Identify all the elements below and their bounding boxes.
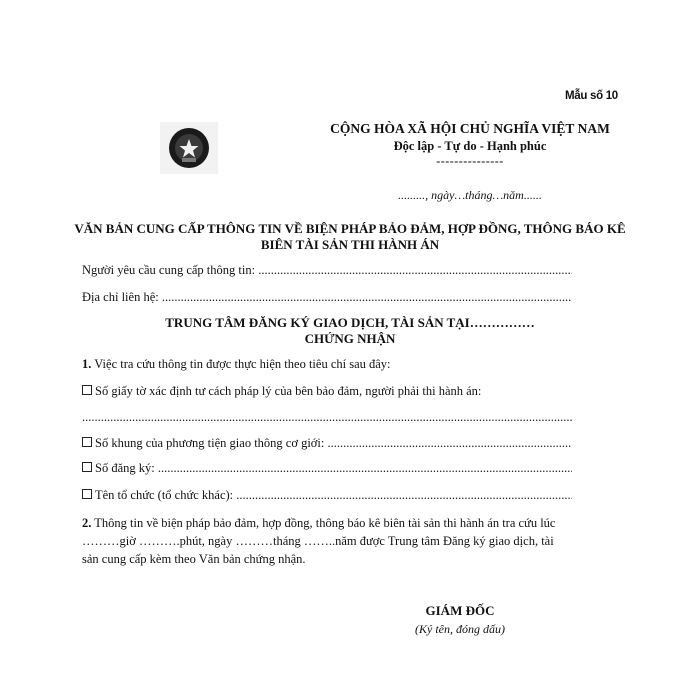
- fill-dots: [155, 461, 572, 475]
- signature-title: GIÁM ĐỐC: [425, 603, 495, 618]
- checkbox-icon: [82, 489, 92, 499]
- criteria-item: [82, 384, 572, 399]
- address-label: Địa chỉ liên hệ:: [82, 290, 159, 304]
- signature-note: (Ký tên, đóng dấu): [415, 622, 505, 636]
- separator: ---------------: [436, 154, 504, 168]
- fill-dots: [255, 263, 572, 277]
- checkbox-icon: [82, 385, 92, 395]
- section2-paragraph: [82, 514, 572, 568]
- form-number: Mẫu số 10: [565, 90, 618, 102]
- section1-text: Việc tra cứu thông tin được thực hiện theo tiêu chí sau đây:: [94, 357, 391, 371]
- date-line: ........., ngày…tháng…năm......: [398, 188, 542, 202]
- nation-name: CỘNG HÒA XÃ HỘI CHỦ NGHĨA VIỆT NAM: [330, 121, 610, 136]
- section2-number: 2.: [82, 516, 92, 530]
- address-line: [82, 290, 572, 305]
- emblem-icon: [160, 122, 218, 174]
- criteria-label: Số giấy tờ xác định tư cách pháp lý của bên bảo đảm, người phải thi hành án:: [95, 384, 482, 398]
- fill-line: [82, 410, 572, 425]
- criteria-label: Số đăng ký:: [95, 461, 155, 475]
- fill-dots: [233, 488, 572, 502]
- requester-label: Người yêu cầu cung cấp thông tin:: [82, 263, 256, 277]
- center-title: TRUNG TÂM ĐĂNG KÝ GIAO DỊCH, TÀI SẢN TẠI……………: [165, 315, 535, 330]
- section1-heading: [82, 357, 572, 372]
- certify-heading: CHỨNG NHẬN: [304, 331, 396, 346]
- criteria-item: [82, 436, 572, 451]
- section1-number: 1.: [82, 357, 92, 371]
- section2-text: Thông tin về biện pháp bảo đảm, hợp đồng, thông báo kê biên tài sản thi hành án tra cứu lúc ………giờ ……….phút, ngày ………tháng ……..năm được Trung tâm Đăng ký giao dịch, tài sản cung cấp kèm theo Văn bản chứng nhận.: [82, 516, 556, 566]
- checkbox-icon: [82, 437, 92, 447]
- criteria-label: Tên tổ chức (tổ chức khác):: [95, 488, 234, 502]
- fill-dots: [324, 436, 572, 450]
- criteria-label: Số khung của phương tiện giao thông cơ giới:: [95, 436, 325, 450]
- criteria-item: [82, 488, 572, 503]
- document-title: VĂN BẢN CUNG CẤP THÔNG TIN VỀ BIỆN PHÁP BẢO ĐẢM, HỢP ĐỒNG, THÔNG BÁO KÊ BIÊN TÀI SẢN THI HÀNH ÁN: [74, 221, 626, 252]
- fill-dots: [159, 290, 572, 304]
- requester-line: [82, 263, 572, 278]
- motto: Độc lập - Tự do - Hạnh phúc: [393, 139, 547, 153]
- checkbox-icon: [82, 462, 92, 472]
- criteria-item: [82, 461, 572, 476]
